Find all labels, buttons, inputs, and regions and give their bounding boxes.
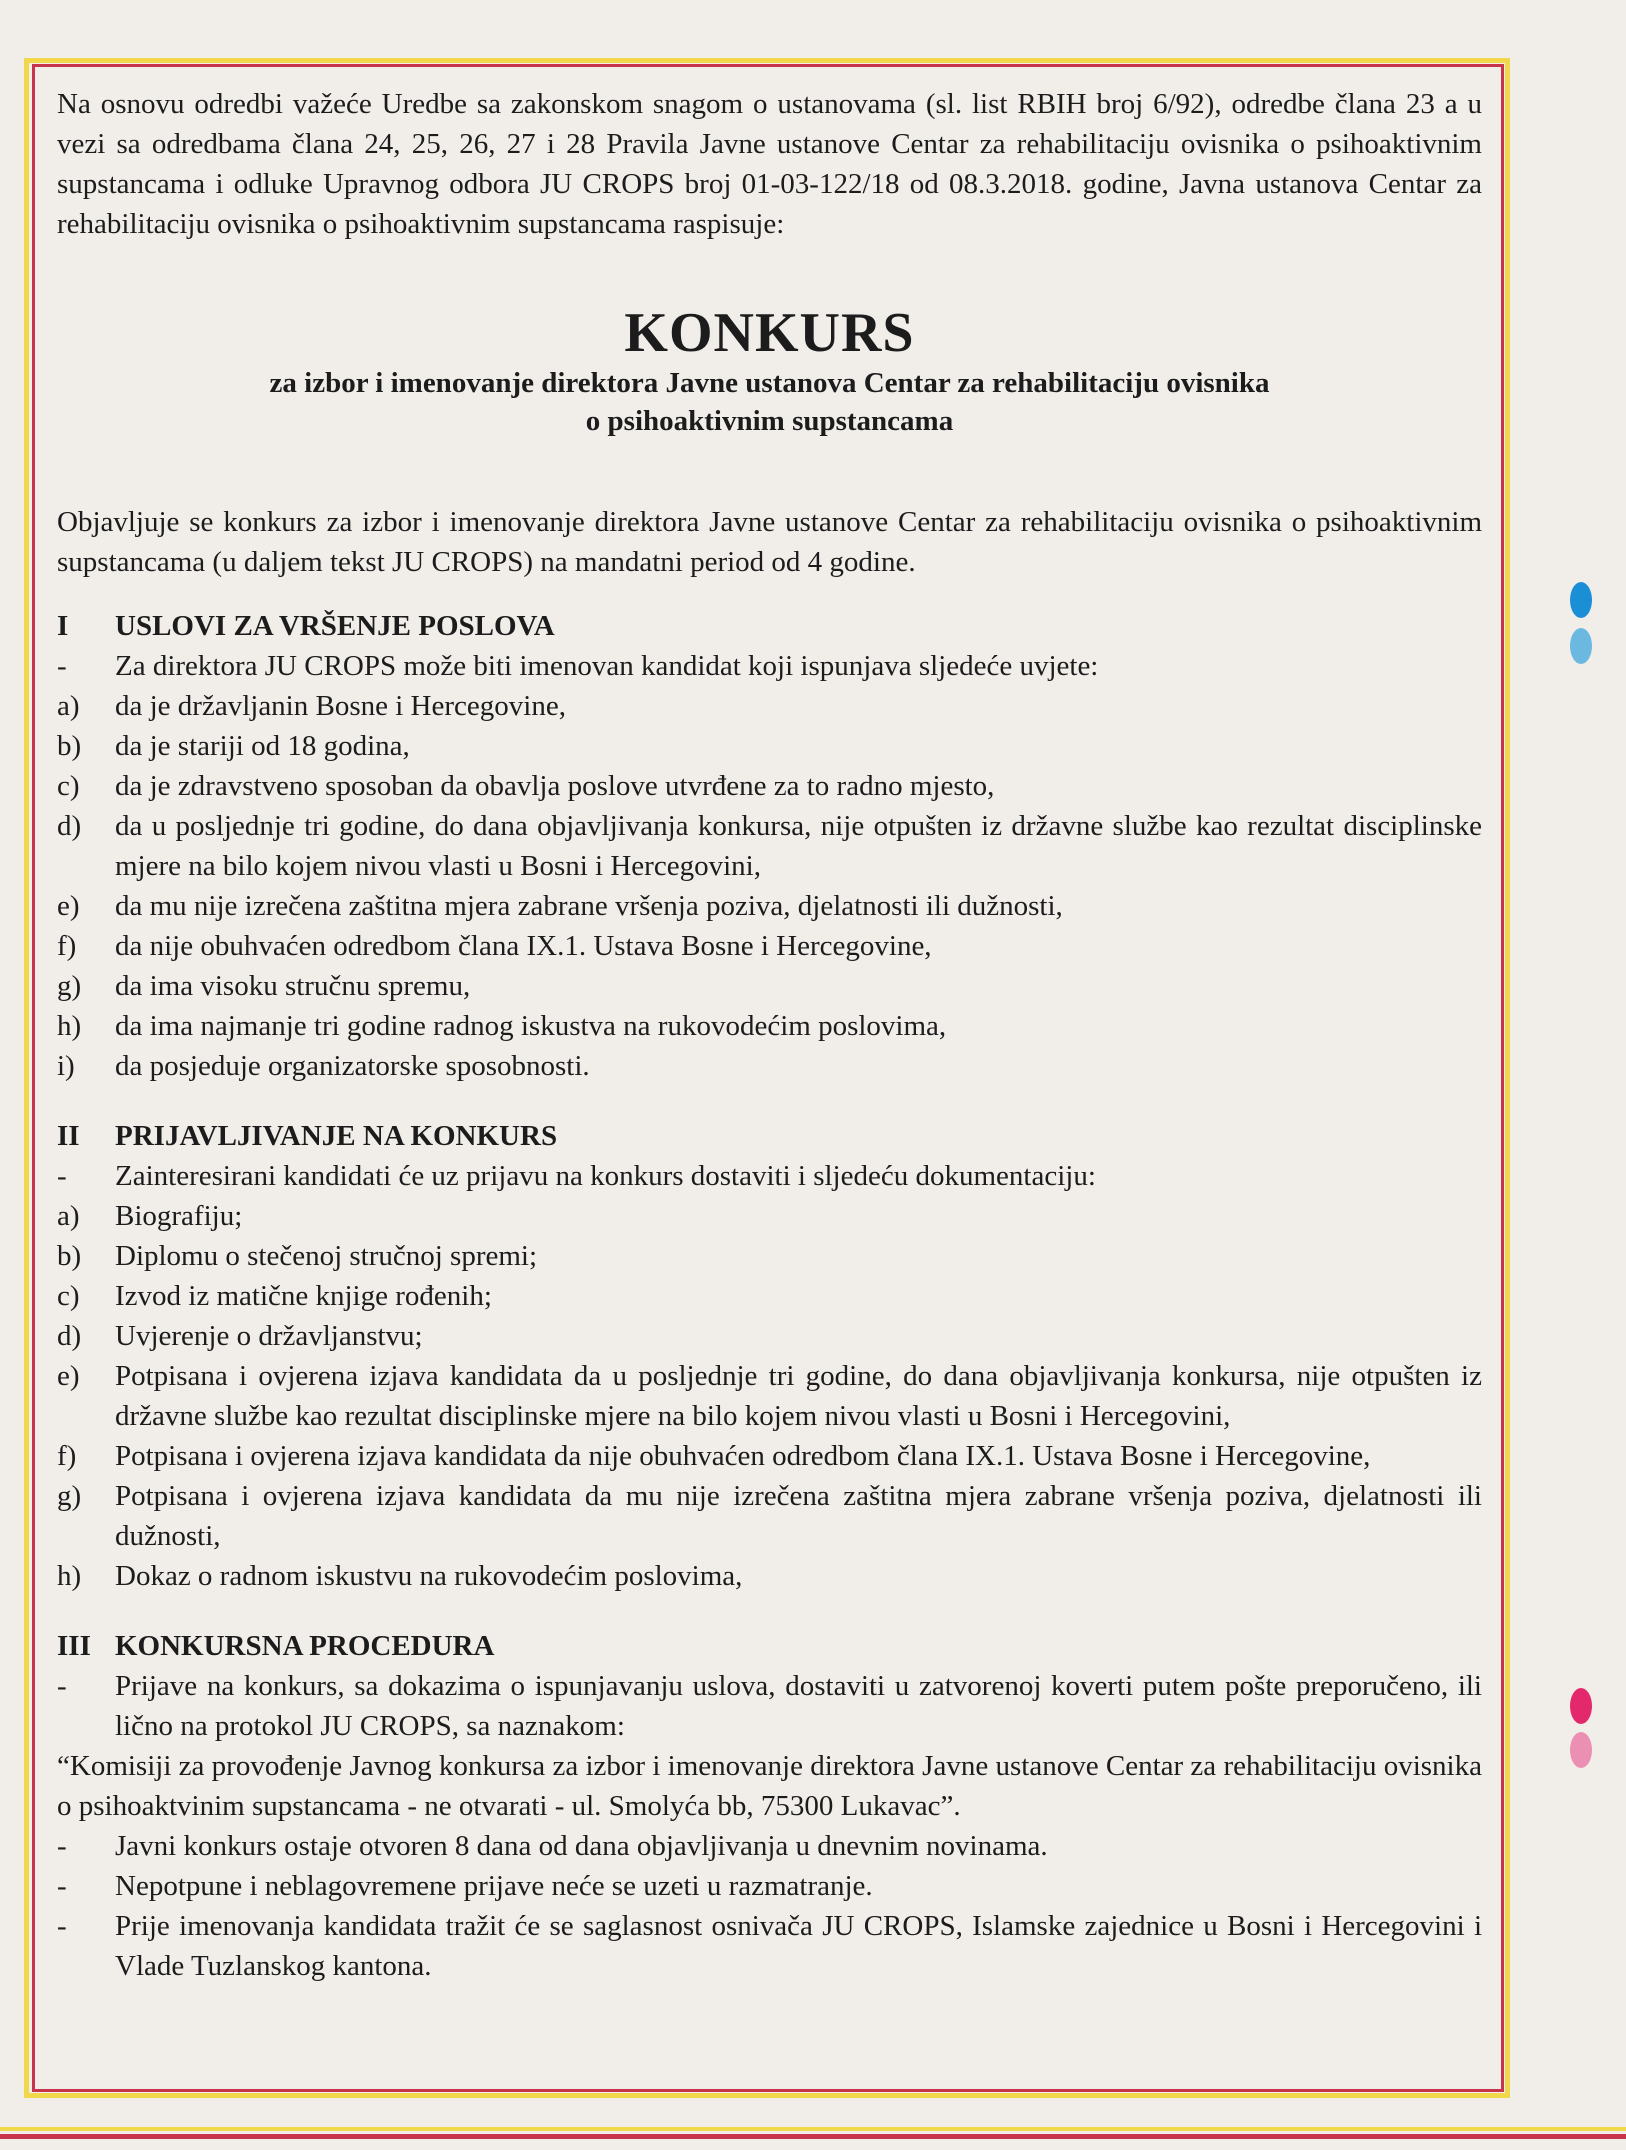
list-text: da u posljednje tri godine, do dana objavljivanja konkursa, nije otpušten iz državne službe kao rezultat disciplinske mjere na bilo kojem nivou vlasti u Bosni i Hercegovini,	[115, 810, 1482, 882]
list-text: Javni konkurs ostaje otvoren 8 dana od dana objavljivanja u dnevnim novinama.	[115, 1830, 1048, 1862]
list-item	[57, 1236, 1482, 1276]
bottom-red-rule	[0, 2134, 1626, 2139]
list-item	[57, 1826, 1482, 1866]
list-text: da je zdravstveno sposoban da obavlja poslove utvrđene za to radno mjesto,	[115, 770, 995, 802]
list-text: Zainteresirani kandidati će uz prijavu na konkurs dostaviti i sljedeću dokumentaciju:	[115, 1160, 1096, 1192]
list-item	[57, 1906, 1482, 1986]
list-item	[57, 646, 1482, 686]
notice-content	[57, 84, 1482, 1986]
list-text: da mu nije izrečena zaštitna mjera zabrane vršenja poziva, djelatnosti ili dužnosti,	[115, 890, 1063, 922]
list-item	[57, 1046, 1482, 1086]
subtitle-line-2: o psihoaktivnim supstancama	[585, 405, 954, 437]
list-text: Prije imenovanja kandidata tražit će se saglasnost osnivača JU CROPS, Islamske zajednice u Bosni i Hercegovini i Vlade Tuzlanskog kantona.	[115, 1910, 1482, 1982]
notice-title: KONKURS	[624, 302, 915, 364]
list-item	[57, 686, 1482, 726]
list-marker: h)	[57, 1560, 82, 1592]
subtitle-line-1: za izbor i imenovanje direktora Javne ustanova Centar za rehabilitaciju ovisnika	[269, 367, 1270, 399]
announcement-paragraph: Objavljuje se konkurs za izbor i imenovanje direktora Javne ustanove Centar za rehabilitaciju ovisnika o psihoaktivnim supstancama (u daljem tekst JU CROPS) na mandatni period od 4 godine.	[57, 506, 1482, 578]
list-text: Potpisana i ovjerena izjava kandidata da nije obuhvaćen odredbom člana IX.1. Ustava Bosne i Hercegovine,	[115, 1440, 1371, 1472]
list-text: da je stariji od 18 godina,	[115, 730, 410, 762]
list-marker: e)	[57, 890, 80, 922]
list-item	[57, 806, 1482, 886]
list-text: da je državljanin Bosne i Hercegovine,	[115, 690, 566, 722]
list-item	[57, 1196, 1482, 1236]
list-marker: h)	[57, 1010, 82, 1042]
list-marker: g)	[57, 970, 82, 1002]
list-text: Uvjerenje o državljanstvu;	[115, 1320, 423, 1352]
list-text: da ima najmanje tri godine radnog iskustva na rukovodećim poslovima,	[115, 1010, 947, 1042]
list-text: da nije obuhvaćen odredbom člana IX.1. Ustava Bosne i Hercegovine,	[115, 930, 932, 962]
list-item	[57, 926, 1482, 966]
address-quote: “Komisiji za provođenje Javnog konkursa za izbor i imenovanje direktora Javne ustanove Centar za rehabilitaciju ovisnika o psihoaktvinim supstancama - ne otvarati - ul. Smolуća bb, 75300 Lukavac”.	[57, 1750, 1482, 1822]
section-2-list	[57, 1156, 1482, 1596]
list-text: da posjeduje organizatorske sposobnosti.	[115, 1050, 590, 1082]
list-marker: f)	[57, 930, 77, 962]
section-title: KONKURSNA PROCEDURA	[115, 1630, 495, 1662]
list-text: Izvod iz matične knjige rođenih;	[115, 1280, 492, 1312]
list-marker: d)	[57, 1320, 82, 1352]
list-item	[57, 966, 1482, 1006]
list-text: Potpisana i ovjerena izjava kandidata da mu nije izrečena zaštitna mjera zabrane vršenja poziva, djelatnosti ili dužnosti,	[115, 1480, 1482, 1552]
bottom-yellow-rule	[0, 2127, 1626, 2131]
list-text: da ima visoku stručnu spremu,	[115, 970, 471, 1002]
list-marker: -	[57, 1870, 67, 1902]
registration-dot-blue	[1570, 582, 1592, 618]
list-text: Potpisana i ovjerena izjava kandidata da u posljednje tri godine, do dana objavljivanja konkursa, nije otpušten iz državne službe kao rezultat disciplinske mjere na bilo kojem nivou vlasti u Bosni i Hercegovini,	[115, 1360, 1482, 1432]
list-item	[57, 1276, 1482, 1316]
section-1-list	[57, 646, 1482, 1086]
list-item	[57, 886, 1482, 926]
list-item	[57, 726, 1482, 766]
list-item	[57, 1556, 1482, 1596]
list-text: Dokaz o radnom iskustvu na rukovodećim poslovima,	[115, 1560, 743, 1592]
list-marker: g)	[57, 1480, 82, 1512]
list-marker: -	[57, 1910, 67, 1942]
section-number: I	[57, 610, 69, 642]
list-item	[57, 1476, 1482, 1556]
notice-subtitle	[57, 364, 1482, 440]
list-item	[57, 1156, 1482, 1196]
list-text: Nepotpune i neblagovremene prijave neće se uzeti u razmatranje.	[115, 1870, 873, 1902]
list-marker: a)	[57, 690, 80, 722]
list-text: Prijave na konkurs, sa dokazima o ispunjavanju uslova, dostaviti u zatvorenoj koverti putem pošte preporučeno, ili lično na protokol JU CROPS, sa naznakom:	[115, 1670, 1482, 1742]
list-item	[57, 1436, 1482, 1476]
list-item	[57, 1356, 1482, 1436]
section-heading-1	[57, 606, 1482, 646]
list-text: Biografiju;	[115, 1200, 243, 1232]
list-marker: a)	[57, 1200, 80, 1232]
section-title: PRIJAVLJIVANJE NA KONKURS	[115, 1120, 558, 1152]
list-item	[57, 766, 1482, 806]
intro-paragraph: Na osnovu odredbi važeće Uredbe sa zakonskom snagom o ustanovama (sl. list RBIH broj 6/92), odredbe člana 23 a u vezi sa odredbama člana 24, 25, 26, 27 i 28 Pravila Javne ustanove Centar za rehabilitaciju ovisnika o psihoaktivnim supstancama i odluke Upravnog odbora JU CROPS broj 01-03-122/18 od 08.3.2018. godine, Javna ustanova Centar za rehabilitaciju ovisnika o psihoaktivnim supstancama raspisuje:	[57, 88, 1482, 240]
list-marker: i)	[57, 1050, 75, 1082]
section-number: II	[57, 1120, 80, 1152]
list-item	[57, 1316, 1482, 1356]
registration-dot-pink	[1570, 1688, 1592, 1724]
list-marker: f)	[57, 1440, 77, 1472]
section-title: USLOVI ZA VRŠENJE POSLOVA	[115, 610, 555, 642]
list-item	[57, 1666, 1482, 1746]
list-marker: c)	[57, 1280, 80, 1312]
list-text: Diplomu o stečenoj stručnoj spremi;	[115, 1240, 538, 1272]
list-marker: d)	[57, 810, 82, 842]
list-item	[57, 1866, 1482, 1906]
registration-dot-lightblue	[1570, 628, 1592, 664]
list-text: Za direktora JU CROPS može biti imenovan kandidat koji ispunjava sljedeće uvjete:	[115, 650, 1099, 682]
list-marker: b)	[57, 730, 82, 762]
list-marker: e)	[57, 1360, 80, 1392]
list-marker: -	[57, 1670, 67, 1702]
list-item	[57, 1006, 1482, 1046]
section-heading-2	[57, 1116, 1482, 1156]
list-marker: -	[57, 1830, 67, 1862]
registration-dot-lightpink	[1570, 1732, 1592, 1768]
section-heading-3	[57, 1626, 1482, 1666]
list-marker: c)	[57, 770, 80, 802]
list-marker: -	[57, 650, 67, 682]
section-number: III	[57, 1630, 91, 1662]
list-marker: -	[57, 1160, 67, 1192]
section-3-list	[57, 1666, 1482, 1986]
list-marker: b)	[57, 1240, 82, 1272]
